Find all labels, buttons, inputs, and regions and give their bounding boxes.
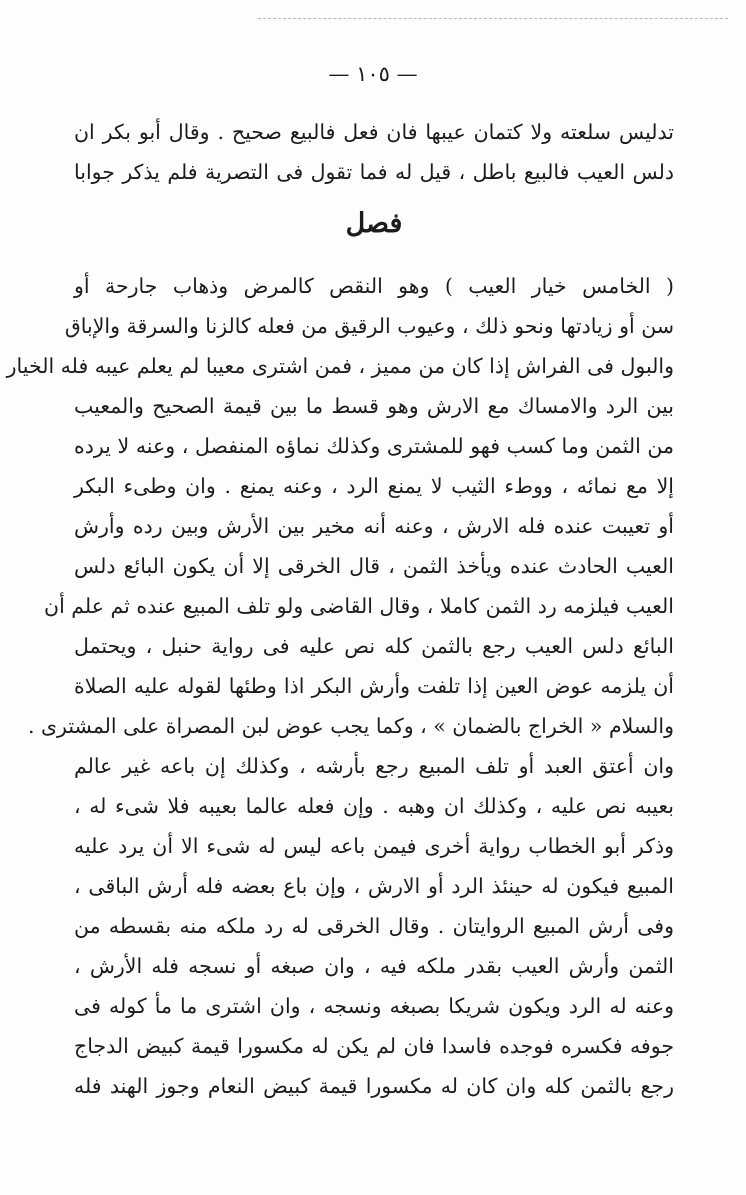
text-line: دلس العيب فالبيع باطل ، قيل له فما تقول فى التصرية فلم يذكر جوابا [74, 160, 674, 184]
text-line: العيب فيلزمه رد الثمن كاملا ، وقال القاضى ولو تلف المبيع عنده ثم علم أن [44, 594, 674, 618]
text-line: وعنه له الرد ويكون شريكا بصبغه ونسجه ، وان اشترى ما مأ كوله فى [74, 994, 674, 1018]
page-body [6, 112, 674, 1106]
text-line: والبول فى الفراش إذا كان من مميز ، فمن اشترى معيبا لم يعلم عيبه فله الخيار [6, 354, 674, 378]
text-line: تدليس سلعته ولا كتمان عيبها فان فعل فالبيع صحيح . وقال أبو بكر ان [74, 120, 674, 144]
text-line: البائع دلس العيب رجع بالثمن كله نص عليه فى رواية حنبل ، ويحتمل [74, 634, 674, 658]
section-heading: فصل [345, 208, 403, 239]
text-line: وفى أرش المبيع الروايتان . وقال الخرقى له رد ملكه منه بقسطه من [74, 914, 674, 938]
main-paragraph [6, 266, 674, 1106]
text-line: الثمن وأرش العيب بقدر ملكه فيه ، وان صبغه أو نسجه فله الأرش ، [74, 954, 674, 978]
text-line: وان أعتق العبد أو تلف المبيع رجع بأرشه ، وكذلك إن باعه غير عالم [74, 754, 674, 778]
page-number: — ١٠٥ — [328, 62, 418, 86]
text-line: والسلام « الخراج بالضمان » ، وكما يجب عوض لبن المصراة على المشترى . [27, 714, 674, 738]
text-line: أن يلزمه عوض العين إذا تلفت وأرش البكر اذا وطئها لقوله عليه الصلاة [74, 674, 674, 698]
top-rule [258, 18, 728, 19]
text-line: بعيبه نص عليه ، وكذلك ان وهبه . وإن فعله عالما بعيبه فلا شىء له ، [74, 794, 674, 818]
text-line: جوفه فكسره فوجده فاسدا فان لم يكن له مكسورا قيمة كبيض الدجاج [74, 1034, 674, 1058]
text-line: المبيع فيكون له حينئذ الرد أو الارش ، وإن باع بعضه فله أرش الباقى ، [74, 874, 674, 898]
text-line: بين الرد والامساك مع الارش وهو قسط ما بين قيمة الصحيح والمعيب [74, 394, 674, 418]
text-line: وذكر أبو الخطاب رواية أخرى فيمن باعه ليس له شىء الا أن يرد عليه [74, 834, 674, 858]
text-line: رجع بالثمن كله وان كان له مكسورا قيمة كبيض النعام وجوز الهند فله [74, 1074, 674, 1098]
text-line: من الثمن وما كسب فهو للمشترى وكذلك نماؤه المنفصل ، وعنه لا يرده [74, 434, 674, 458]
spacer [74, 254, 674, 266]
intro-paragraph [74, 112, 674, 192]
text-line: أو تعيبت عنده فله الارش ، وعنه أنه مخير بين الأرش وبين رده وأرش [74, 514, 674, 538]
text-line: ( الخامس خيار العيب ) وهو النقص كالمرض وذهاب جارحة أو [74, 274, 674, 298]
text-line: إلا مع نمائه ، ووطء الثيب لا يمنع الرد ، وعنه يمنع . وان وطىء البكر [74, 474, 674, 498]
text-line: العيب الحادث عنده ويأخذ الثمن ، قال الخرقى إلا أن يكون البائع دلس [74, 554, 674, 578]
text-line: سن أو زيادتها ونحو ذلك ، وعيوب الرقيق من فعله كالزنا والسرقة والإباق [64, 314, 674, 338]
